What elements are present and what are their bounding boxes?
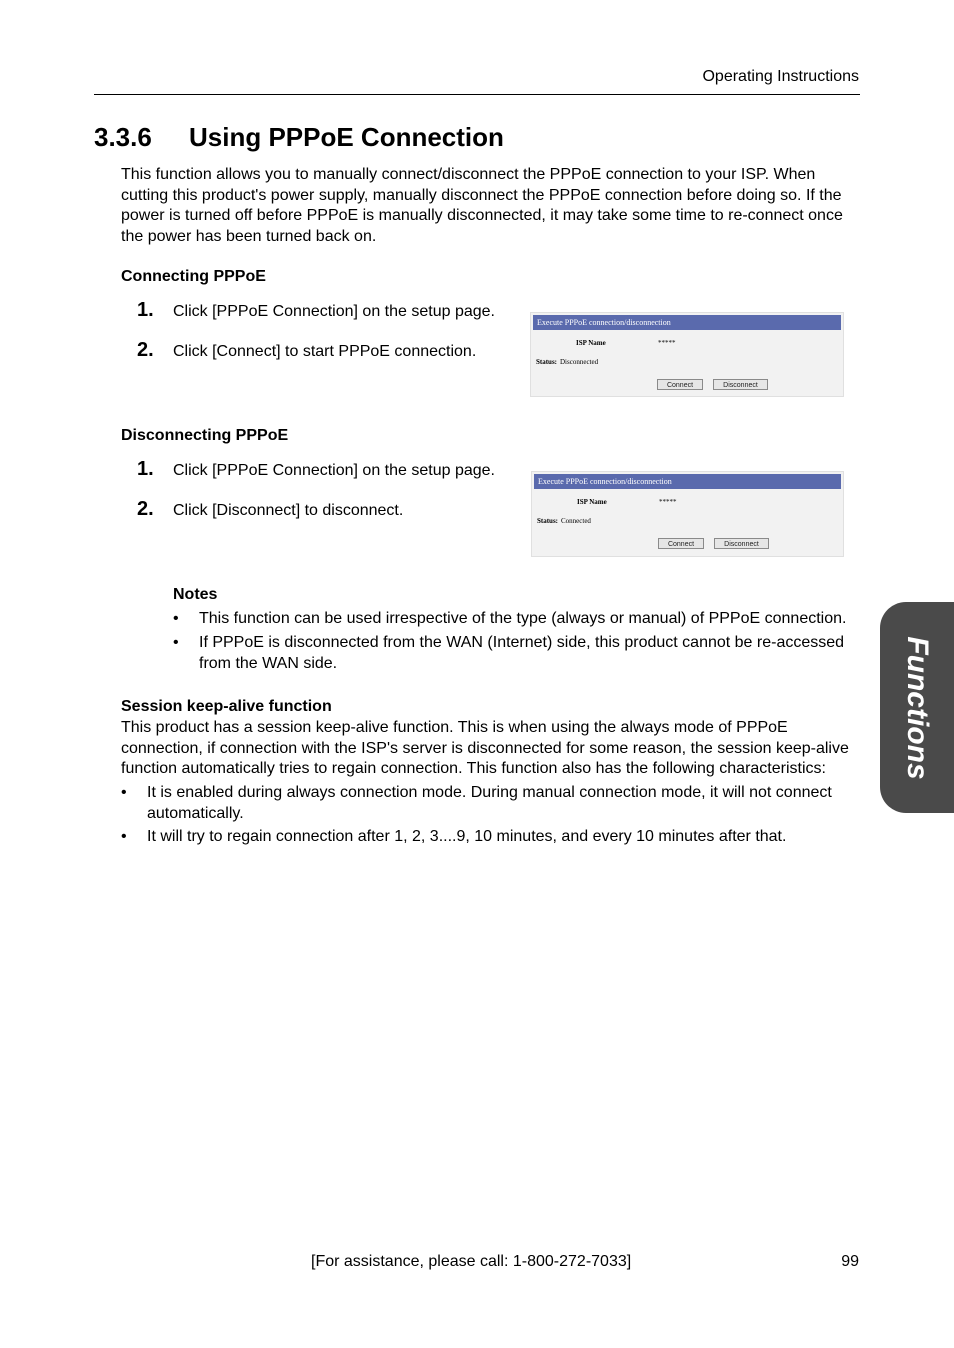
bullet-glyph: • [173,610,179,627]
connecting-step-1-number: 1. [137,299,154,321]
functions-side-tab [880,602,954,813]
connecting-step-1-text: Click [PPPoE Connection] on the setup page. [173,303,495,320]
status-label: Status: [536,358,558,366]
isp-name-label: ISP Name [576,339,606,347]
disconnecting-step-1-text: Click [PPPoE Connection] on the setup page. [173,462,495,479]
status-label: Status: [537,517,559,525]
isp-name-label: ISP Name [577,498,607,506]
disconnect-screenshot [531,471,844,557]
keepalive-item-2: It will try to regain connection after 1, 2, 3....9, 10 minutes, and every 10 minutes after that. [147,828,787,845]
connecting-heading: Connecting PPPoE [121,268,266,285]
header-rule [94,94,860,95]
disconnect-button[interactable]: Disconnect [713,379,768,390]
disconnecting-step-1-number: 1. [137,458,154,480]
connecting-step-2-number: 2. [137,339,154,361]
disconnecting-step-2-text: Click [Disconnect] to disconnect. [173,502,404,519]
note-item-1: This function can be used irrespective of the type (always or manual) of PPPoE connection. [199,610,847,627]
disconnect-button[interactable]: Disconnect [714,538,769,549]
running-header: Operating Instructions [702,68,859,85]
notes-heading: Notes [173,586,218,603]
status-value: Connected [561,517,591,525]
bullet-glyph: • [173,634,179,651]
section-title-text: Using PPPoE Connection [189,122,504,152]
screenshot-title-bar: Execute PPPoE connection/disconnection [534,474,841,489]
section-number: 3.3.6 [94,122,152,152]
screenshot-title-bar: Execute PPPoE connection/disconnection [533,315,841,330]
connecting-step-2-text: Click [Connect] to start PPPoE connection. [173,343,477,360]
bullet-glyph: • [121,784,127,801]
disconnecting-heading: Disconnecting PPPoE [121,427,289,444]
section-title [94,122,504,153]
page-number: 99 [841,1253,859,1270]
keepalive-paragraph: This product has a session keep-alive function. This is when using the always mode of PPPoE connection, if connection with the ISP's server is disconnected for some reason, the session keep-alive function automatically tries to regain connection. This function also has the following characteristics: [121,719,849,777]
connect-button[interactable]: Connect [657,379,703,390]
isp-name-value: ***** [659,498,677,506]
status-value: Disconnected [560,358,599,366]
note-item-2: If PPPoE is disconnected from the WAN (Internet) side, this product cannot be re-accessed from the WAN side. [199,634,845,672]
connect-screenshot [530,312,844,397]
connect-button[interactable]: Connect [658,538,704,549]
intro-paragraph: This function allows you to manually connect/disconnect the PPPoE connection to your ISP. When cutting this product's power supply, manually disconnect the PPPoE connection before doing so. If the power is turned off before PPPoE is manually disconnected, it may take some time to re-connect once the power has been turned back on. [121,166,843,245]
keepalive-item-1: It is enabled during always connection mode. During manual connection mode, it will not connect automatically. [147,784,832,822]
disconnecting-step-2-number: 2. [137,498,154,520]
footer-assistance: [For assistance, please call: 1-800-272-7033] [311,1253,632,1270]
keepalive-heading: Session keep-alive function [121,698,332,715]
functions-side-tab-label: Functions [901,635,934,780]
isp-name-value: ***** [658,339,676,347]
bullet-glyph: • [121,828,127,845]
